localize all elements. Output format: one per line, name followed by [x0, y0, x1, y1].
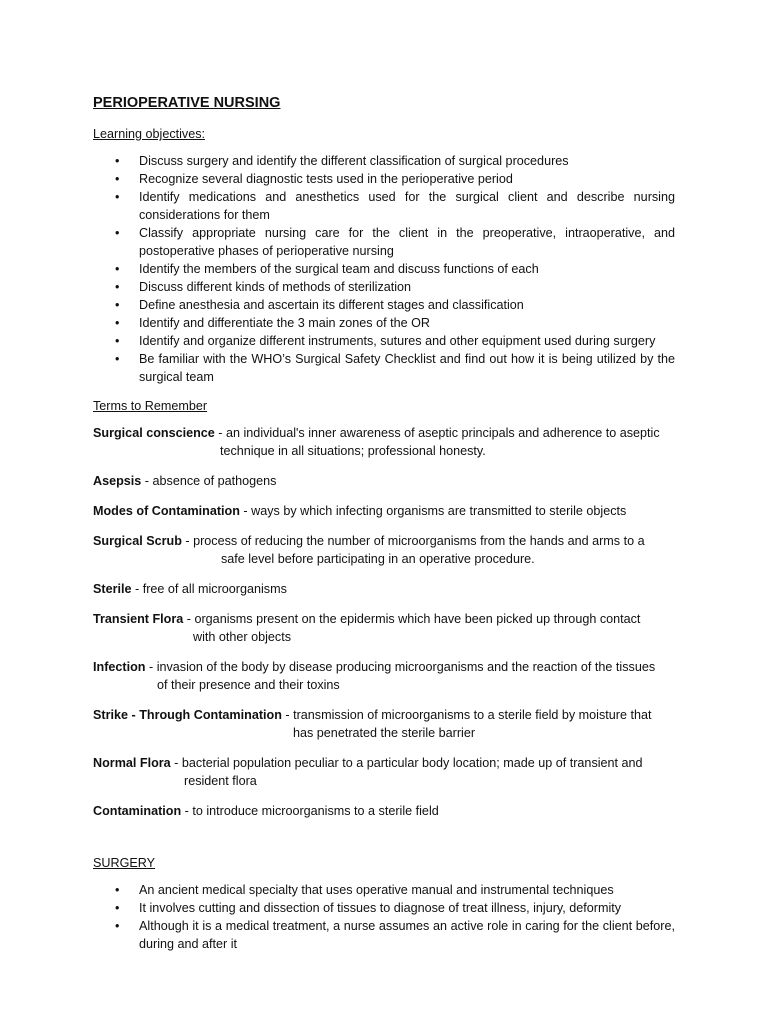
term-entry: Sterile - free of all microorganisms	[93, 582, 287, 596]
term-name: Surgical Scrub	[93, 534, 182, 548]
term-entry: Normal Flora - bacterial population peculiar to a particular body location; made up of transient and resident flora	[93, 754, 675, 790]
bullet-icon: •	[115, 316, 120, 330]
term-entry: Contamination - to introduce microorganisms to a sterile field	[93, 804, 439, 818]
list-item: • Recognize several diagnostic tests used in the perioperative period	[115, 172, 513, 186]
bullet-icon: •	[115, 352, 120, 366]
term-entry: Surgical conscience - an individual's inner awareness of aseptic principals and adherence to aseptic technique in all situations; professional honesty.	[93, 424, 675, 460]
term-definition-continued: technique in all situations; professional honesty.	[220, 444, 486, 458]
list-item: • It involves cutting and dissection of tissues to diagnose of treat illness, injury, deformity	[115, 901, 622, 915]
term-name: Normal Flora	[93, 756, 171, 770]
term-definition: an individual's inner awareness of aseptic principals and adherence to aseptic	[226, 426, 660, 440]
term-definition: transmission of microorganisms to a sterile field by moisture that	[293, 708, 652, 722]
term-name: Surgical conscience	[93, 426, 215, 440]
term-name: Transient Flora	[93, 612, 184, 626]
list-item: • Be familiar with the WHO’s Surgical Safety Checklist and find out how it is being utilized by the surgical team	[115, 352, 675, 384]
term-definition: invasion of the body by disease producing microorganisms and the reaction of the tissues	[156, 660, 656, 674]
term-name: Modes of Contamination	[93, 504, 240, 518]
bullet-icon: •	[115, 298, 120, 312]
objectives-heading: Learning objectives:	[93, 127, 206, 141]
term-definition-continued: with other objects	[193, 630, 292, 644]
term-definition: bacterial population peculiar to a particular body location; made up of transient and	[181, 756, 643, 770]
term-name: Sterile	[93, 582, 132, 596]
list-item: • Define anesthesia and ascertain its different stages and classification	[115, 298, 524, 312]
surgery-heading: SURGERY	[93, 856, 156, 870]
bullet-icon: •	[115, 883, 120, 897]
term-entry: Surgical Scrub - process of reducing the number of microorganisms from the hands and arms to a safe level before participating in an operative procedure.	[93, 532, 675, 568]
term-definition: ways by which infecting organisms are transmitted to sterile objects	[251, 504, 627, 518]
term-definition-continued: has penetrated the sterile barrier	[293, 726, 476, 740]
bullet-icon: •	[115, 280, 120, 294]
term-definition-continued: safe level before participating in an operative procedure.	[221, 552, 535, 566]
term-name: Contamination	[93, 804, 182, 818]
bullet-icon: •	[115, 919, 120, 933]
bullet-icon: •	[115, 172, 120, 186]
term-definition-continued: of their presence and their toxins	[157, 678, 340, 692]
list-item: • Classify appropriate nursing care for the client in the preoperative, intraoperative, and postoperative phases of perioperative nursing	[115, 226, 675, 258]
page-title: PERIOPERATIVE NURSING	[93, 95, 281, 111]
term-definition: free of all microorganisms	[142, 582, 287, 596]
list-item: • Identify and organize different instruments, sutures and other equipment used during surgery	[115, 334, 656, 348]
term-definition: organisms present on the epidermis which have been picked up through contact	[194, 612, 641, 626]
surgery-list	[93, 881, 675, 953]
list-item: • Discuss different kinds of methods of sterilization	[115, 280, 412, 294]
term-entry: Modes of Contamination - ways by which infecting organisms are transmitted to sterile objects	[93, 504, 627, 518]
objectives-list	[93, 152, 675, 386]
term-entry: Infection - invasion of the body by disease producing microorganisms and the reaction of the tissues of their presence and their toxins	[93, 658, 675, 694]
list-item: • Although it is a medical treatment, a nurse assumes an active role in caring for the client before, during and after it	[115, 919, 675, 951]
section-spacer	[93, 832, 675, 854]
bullet-icon: •	[115, 190, 120, 204]
bullet-icon: •	[115, 901, 120, 915]
list-item: • Discuss surgery and identify the different classification of surgical procedures	[115, 154, 569, 168]
term-definition: to introduce microorganisms to a sterile field	[192, 804, 439, 818]
terms-heading: Terms to Remember	[93, 399, 208, 413]
bullet-icon: •	[115, 334, 120, 348]
list-item: • Identify and differentiate the 3 main zones of the OR	[115, 316, 431, 330]
term-entry: Transient Flora - organisms present on the epidermis which have been picked up through contact with other objects	[93, 610, 675, 646]
term-name: Asepsis	[93, 474, 142, 488]
term-name: Infection	[93, 660, 146, 674]
term-entry: Strike - Through Contamination - transmission of microorganisms to a sterile field by moisture that has penetrated the sterile barrier	[93, 706, 675, 742]
term-name: Strike - Through Contamination	[93, 708, 282, 722]
bullet-icon: •	[115, 226, 120, 240]
list-item: • Identify the members of the surgical team and discuss functions of each	[115, 262, 539, 276]
list-item: • An ancient medical specialty that uses operative manual and instrumental techniques	[115, 883, 614, 897]
term-definition-continued: resident flora	[184, 774, 257, 788]
list-item: • Identify medications and anesthetics used for the surgical client and describe nursing considerations for them	[115, 190, 675, 222]
term-entry: Asepsis - absence of pathogens	[93, 474, 277, 488]
term-definition: process of reducing the number of microorganisms from the hands and arms to a	[193, 534, 645, 548]
bullet-icon: •	[115, 154, 120, 168]
bullet-icon: •	[115, 262, 120, 276]
term-definition: absence of pathogens	[152, 474, 277, 488]
